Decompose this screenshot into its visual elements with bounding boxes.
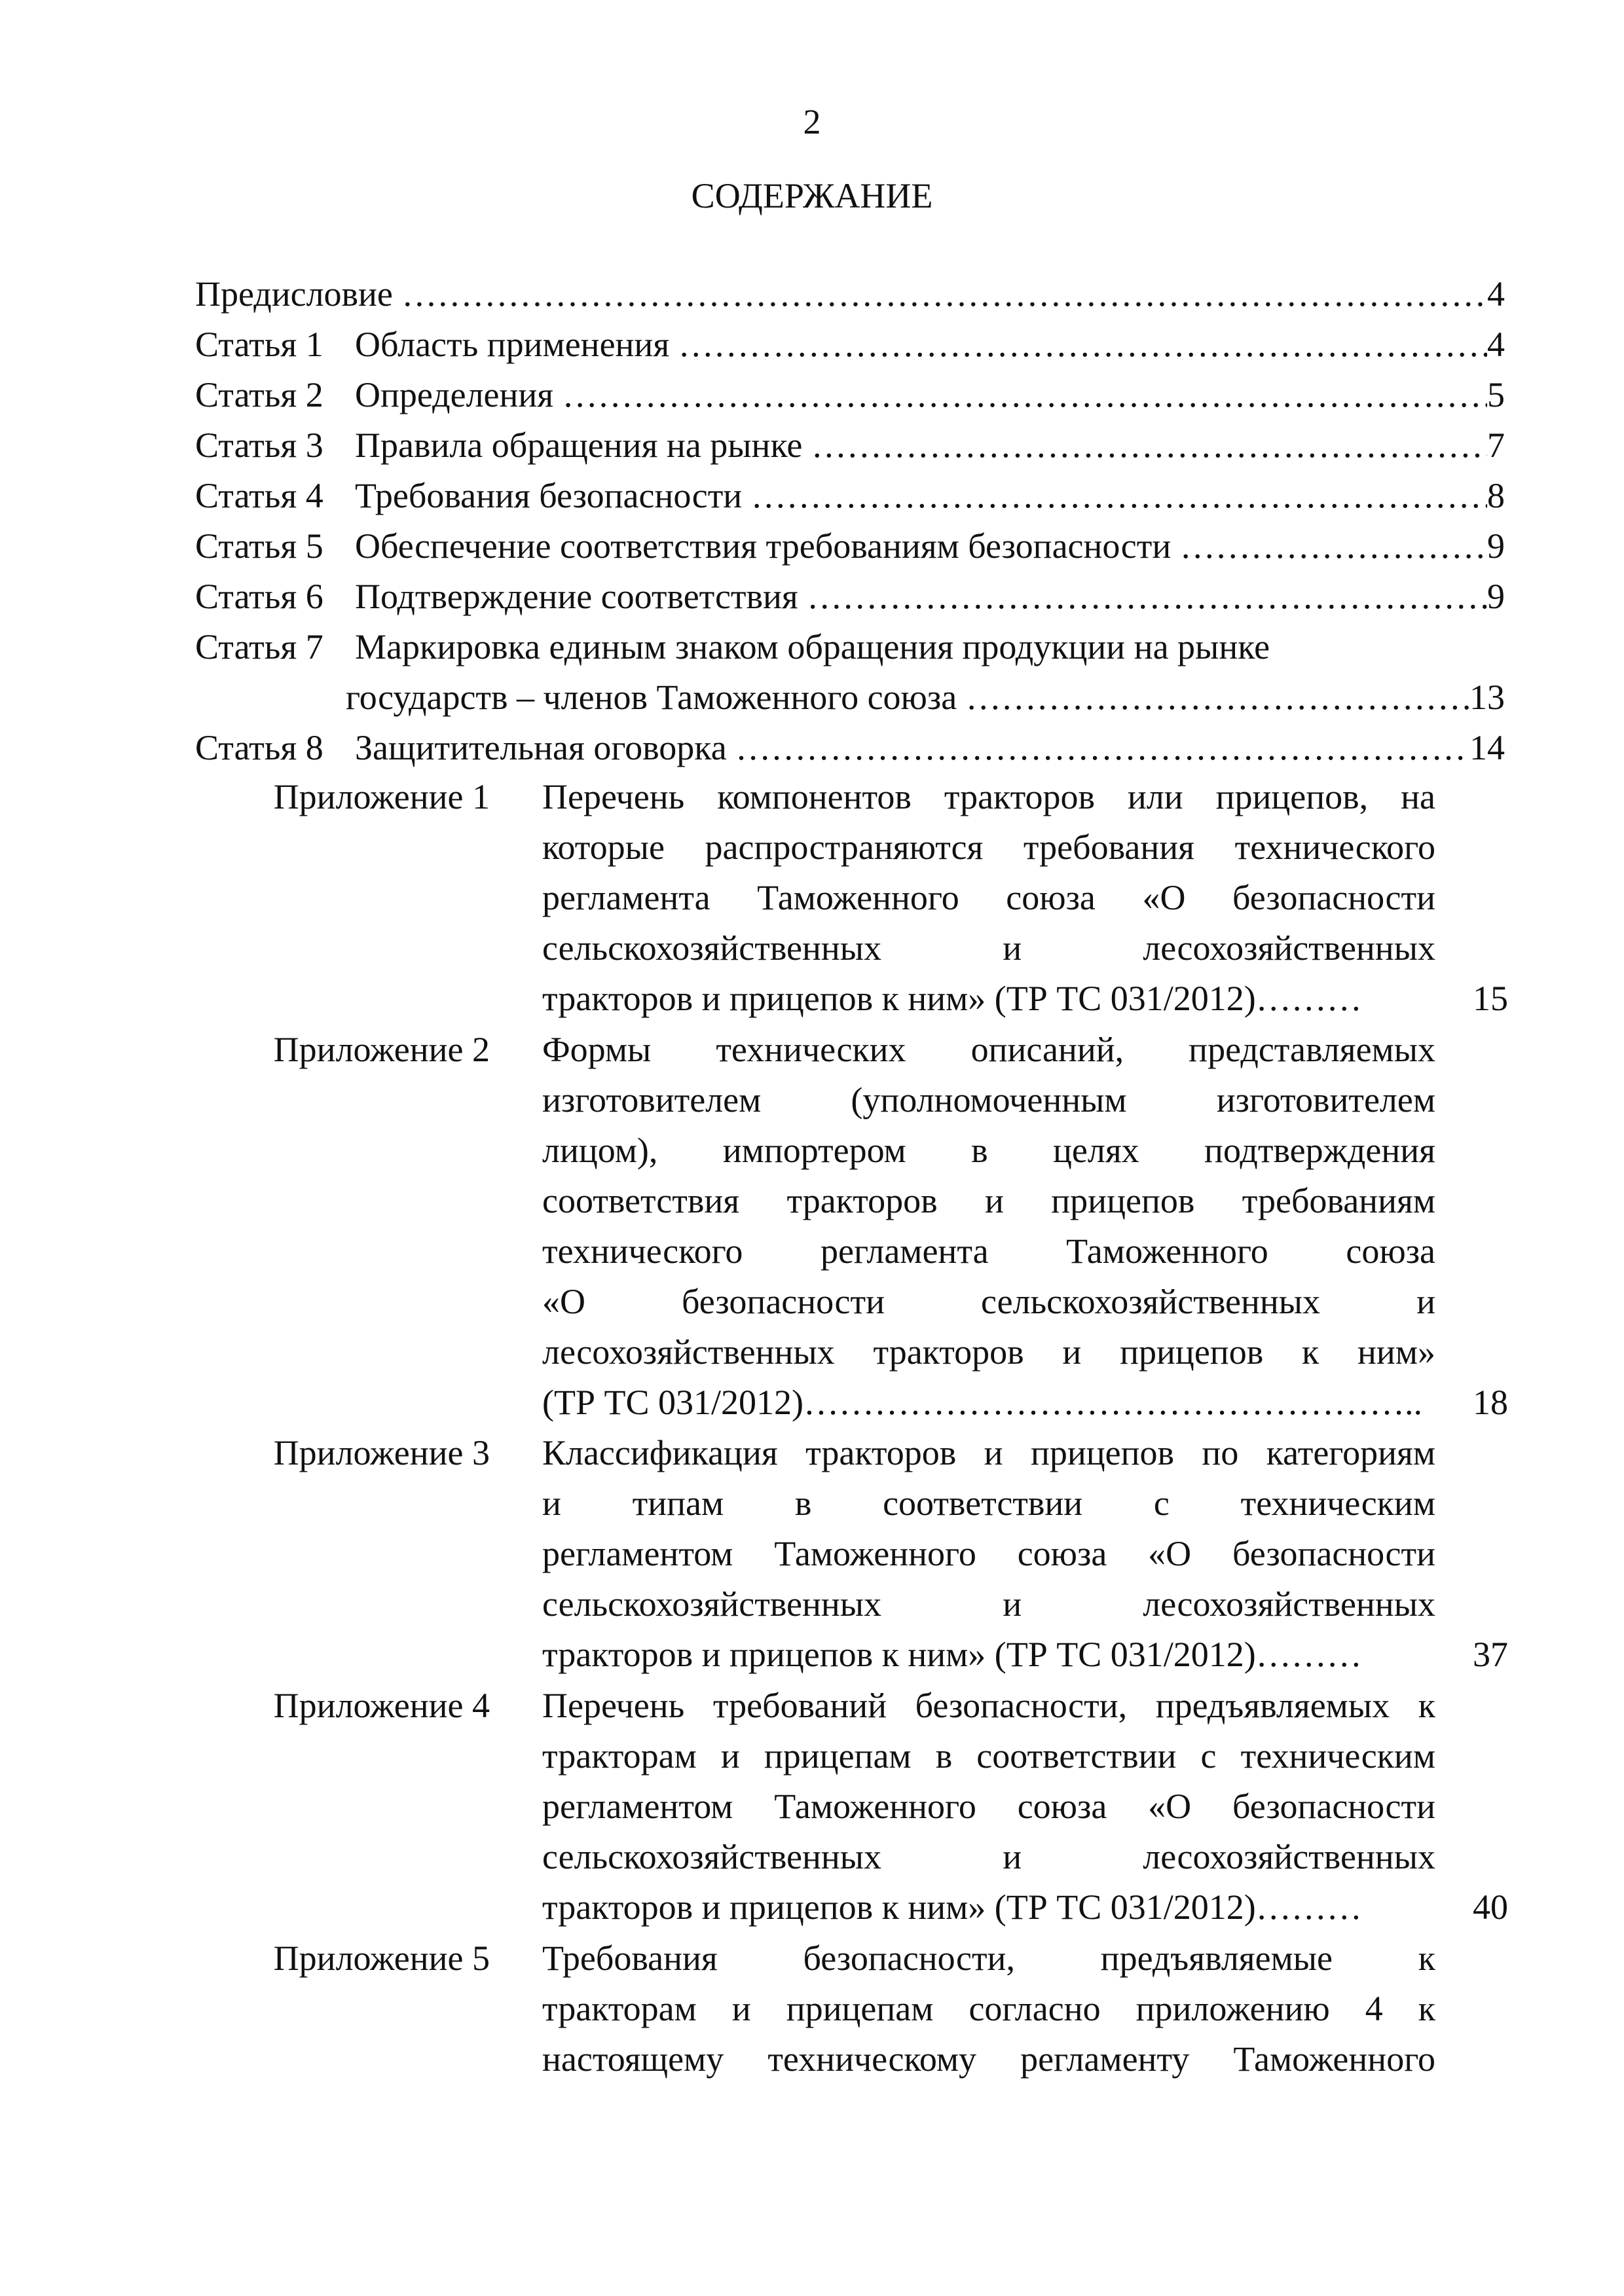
appendix-title-line: Формы технических описаний, представляемых bbox=[542, 1030, 1435, 1069]
appendix-title bbox=[542, 1029, 1435, 1432]
toc-entry-text: Требования безопасности …………………………………………………………………………………………………………………………………………………………………………… bbox=[355, 475, 1487, 516]
table-of-contents bbox=[195, 274, 1505, 778]
toc-entry-page: 9 bbox=[1487, 526, 1505, 566]
appendix-title bbox=[542, 1685, 1435, 1937]
appendix-page: 40 bbox=[1473, 1887, 1508, 1927]
toc-entry-text: Область применения …………………………………………………………………………………………………………………………………………………………………………… bbox=[355, 324, 1487, 365]
appendix-title-line: лицом), импортером в целях подтверждения bbox=[542, 1131, 1435, 1170]
toc-entry-article: Статья 1 bbox=[195, 325, 323, 364]
appendix-title-line: регламентом Таможенного союза «О безопасности bbox=[542, 1787, 1435, 1826]
toc-entry-article-3 bbox=[195, 425, 1505, 475]
appendix-title-line: (ТР ТС 031/2012)…………………………………………….. bbox=[542, 1383, 1422, 1422]
toc-entry-text-continuation: государств – членов Таможенного союза …………………………………………………………………………………………………………………………………………………………………………… bbox=[346, 677, 1469, 718]
toc-entry-page: 4 bbox=[1487, 274, 1505, 314]
appendix-title-line: настоящему техническому регламенту Таможенного bbox=[542, 2039, 1435, 2079]
appendix-title-line: тракторов и прицепов к ним» (ТР ТС 031/2012)……… bbox=[542, 979, 1362, 1018]
appendix-title-line: тракторов и прицепов к ним» (ТР ТС 031/2012)……… bbox=[542, 1887, 1362, 1927]
appendix-title-line: которые распространяются требования технического bbox=[542, 828, 1435, 867]
appendix-title-line: Классификация тракторов и прицепов по категориям bbox=[542, 1433, 1435, 1472]
toc-entry-text: Маркировка единым знаком обращения продукции на рынке bbox=[355, 627, 1270, 666]
toc-entry-article: Статья 7 bbox=[195, 627, 323, 666]
appendix-title-line: сельскохозяйственных и лесохозяйственных bbox=[542, 1837, 1435, 1876]
page-number: 2 bbox=[803, 102, 821, 141]
appendix-title-line: Перечень компонентов тракторов или прицепов, на bbox=[542, 777, 1435, 816]
appendix-label: Приложение 3 bbox=[273, 1433, 490, 1472]
toc-entry-text: Предисловие …………………………………………………………………………………………………………………………………………………………………………… bbox=[195, 274, 1487, 314]
appendix-title-line: тракторам и прицепам согласно приложению 4 к bbox=[542, 1989, 1435, 2028]
toc-entry-article: Статья 2 bbox=[195, 375, 323, 414]
toc-entry-article-4 bbox=[195, 475, 1505, 526]
toc-entry-article: Статья 5 bbox=[195, 526, 323, 566]
appendix-title-line: «О безопасности сельскохозяйственных и bbox=[542, 1282, 1435, 1321]
appendix-title-line: регламентом Таможенного союза «О безопасности bbox=[542, 1534, 1435, 1573]
appendix-title-line: Перечень требований безопасности, предъявляемых к bbox=[542, 1686, 1435, 1725]
appendix-page: 18 bbox=[1473, 1383, 1508, 1422]
appendix-title-line: лесохозяйственных тракторов и прицепов к ним» bbox=[542, 1332, 1435, 1372]
toc-entry-article: Статья 3 bbox=[195, 426, 323, 465]
toc-entry-page: 5 bbox=[1487, 375, 1505, 414]
appendix-label: Приложение 1 bbox=[273, 777, 490, 816]
toc-entry-article-8 bbox=[195, 727, 1505, 778]
toc-entry-page: 9 bbox=[1487, 577, 1505, 616]
appendix-title-line: тракторов и прицепов к ним» (ТР ТС 031/2012)……… bbox=[542, 1635, 1362, 1674]
appendix-title bbox=[542, 1432, 1435, 1685]
appendix-title-line: регламента Таможенного союза «О безопасности bbox=[542, 878, 1435, 917]
toc-entry-article-1 bbox=[195, 324, 1505, 374]
appendix-title bbox=[542, 1938, 1435, 2089]
toc-entry-text: Защитительная оговорка …………………………………………………………………………………………………………………………………………………………………………… bbox=[355, 727, 1469, 768]
toc-entry-text: Определения …………………………………………………………………………………………………………………………………………………………………………… bbox=[355, 374, 1487, 415]
toc-entry-article: Статья 6 bbox=[195, 577, 323, 616]
toc-entry-article-7-continuation bbox=[195, 677, 1505, 727]
appendix-label: Приложение 5 bbox=[273, 1939, 490, 1978]
appendix-title-line: технического регламента Таможенного союза bbox=[542, 1231, 1435, 1271]
toc-entry-text: Подтверждение соответствия …………………………………………………………………………………………………………………………………………………………………………… bbox=[355, 576, 1487, 617]
page-title: СОДЕРЖАНИЕ bbox=[691, 176, 933, 215]
toc-entry-article-7 bbox=[195, 627, 1505, 677]
appendix-title bbox=[542, 776, 1435, 1029]
toc-entry-page: 14 bbox=[1469, 728, 1505, 767]
appendix-title-line: изготовителем (уполномоченным изготовителем bbox=[542, 1080, 1435, 1120]
appendix-label: Приложение 4 bbox=[273, 1686, 490, 1725]
toc-entry-page: 7 bbox=[1487, 426, 1505, 465]
appendix-title-line: сельскохозяйственных и лесохозяйственных bbox=[542, 928, 1435, 968]
appendix-title-line: тракторам и прицепам в соответствии с техническим bbox=[542, 1736, 1435, 1776]
appendix-title-line: соответствия тракторов и прицепов требованиям bbox=[542, 1181, 1435, 1220]
appendix-title-line: Требования безопасности, предъявляемые к bbox=[542, 1939, 1435, 1978]
appendix-page: 37 bbox=[1473, 1635, 1508, 1674]
appendix-page: 15 bbox=[1473, 979, 1508, 1018]
toc-entry-text: Обеспечение соответствия требованиям безопасности …………………………………………………………………………………………………………………………………………………………………………… bbox=[355, 526, 1487, 566]
toc-entry-article-6 bbox=[195, 576, 1505, 627]
appendix-title-line: и типам в соответствии с техническим bbox=[542, 1484, 1435, 1523]
toc-entry-article: Статья 4 bbox=[195, 476, 323, 515]
toc-entry-page: 13 bbox=[1469, 678, 1505, 717]
toc-entry-article: Статья 8 bbox=[195, 728, 323, 767]
toc-entry-article-2 bbox=[195, 374, 1505, 425]
appendix-label: Приложение 2 bbox=[273, 1030, 490, 1069]
toc-entry-preface bbox=[195, 274, 1505, 324]
toc-entry-text: Правила обращения на рынке …………………………………………………………………………………………………………………………………………………………………………… bbox=[355, 425, 1487, 465]
appendix-title-line: сельскохозяйственных и лесохозяйственных bbox=[542, 1584, 1435, 1624]
toc-entry-page: 8 bbox=[1487, 476, 1505, 515]
toc-entry-article-5 bbox=[195, 526, 1505, 576]
toc-entry-page: 4 bbox=[1487, 325, 1505, 364]
